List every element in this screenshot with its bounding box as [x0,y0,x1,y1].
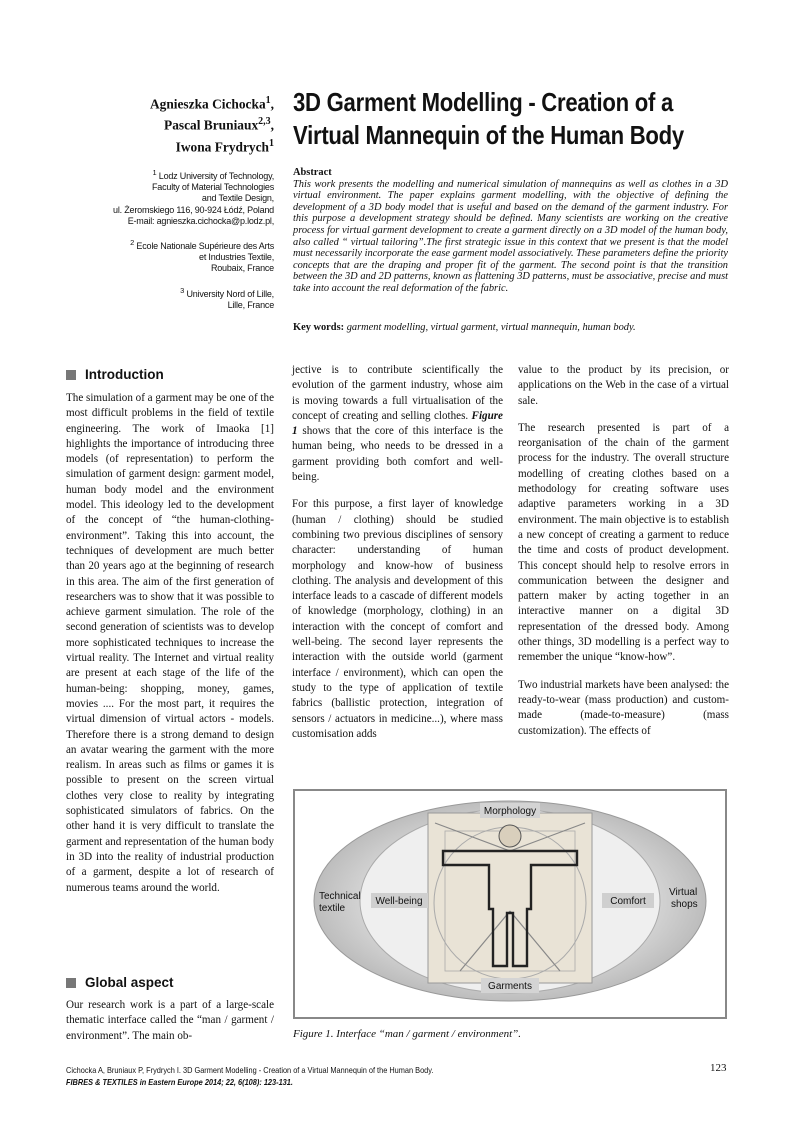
figure-1-reference[interactable]: Figure 1 [292,409,503,438]
author-3: Iwona Frydrych$^1$ [175,137,274,155]
col3-paragraph-3: Two industrial markets have been analysed: the ready-to-wear (mass production) and custom-made (made-to-measure) (mass customization). The effects of [518,678,729,737]
wellbeing-label: Well-being [375,896,423,907]
morphology-label: Morphology [483,806,537,817]
virtual-shops-label-2: shops [671,899,698,910]
column-2 [292,363,503,754]
footer-citation: Cichocka A, Bruniaux P, Frydrych I. 3D Garment Modelling - Creation of a Virtual Mannequin of the Human Body. FIBRES & TEXTILES in Eastern Europe 2014; 22, 6(108): 123-131. [66,1065,434,1087]
keywords-label: Key words: [293,322,345,333]
global-aspect-paragraph: Our research work is a part of a large-scale thematic interface called the “man / garment / environment”. The main ob- [66,999,274,1042]
col3-paragraph-2: The research presented is part of a reorganisation of the chain of the garment process for the industry. The overall structure modelling of creating clothes based on a methodology for creating software uses adaptive parameters working in a 3D environment. The main objective is to establish a new concept of creating a garment to reduce the time and costs of product development. This concept should help to resolve errors in communication between the designer and pattern maker by acting together in an interactive manner on a digital 3D representation of the dressed body. Among other things, 3D modelling is a perfect way to remember the unique “know-how”. [518,421,729,664]
keywords-text: garment modelling, virtual garment, virtual mannequin, human body. [346,322,636,333]
paper-title: 3D Garment Modelling - Creation of a Virtual Mannequin of the Human Body [293,87,684,150]
abstract-text: This work presents the modelling and numerical simulation of mannequins as well as clothes in a 3D virtual environment. The paper explains garment modelling, with the objective of defining the development of a 3D body model that is useful and based on the demand of the garment industry. For this purpose a development strategy should be defined. Many scientists are working on the creative process for virtual garment development to create a garment directly on a 3D model of the human body, also called “ virtual tailoring”.The first strategic issue in this context that we present is that the model must necessarily incorporate the ease garment model associatively. These parameters define the priority concepts that are the draping and proper fit of the garment. The second point is that the transition between the 3D and 2D patterns, known as flattening 3D patterns, must be associative, precise and must take into account the real deformation of the fabric. [293,178,728,294]
affiliation-3: $^3$ University Nord of Lille, Lille, France [180,285,274,310]
abstract-heading: Abstract [293,167,332,178]
affiliation-2: $^2$ Ecole Nationale Supérieure des Arts et Industries Textile, Roubaix, France [130,238,274,274]
col2-paragraph-1: jective is to contribute scientifically the evolution of the garment industry, whose aim is moving towards a full virtualisation of the concept of creating and selling clothes. Figure 1 shows that the core of this interface is the human being, who needs to be dressed in a garment providing both comfort and well-being. [292,364,503,484]
section-heading-global-aspect: Global aspect [66,975,174,990]
col2-paragraph-2: For this purpose, a first layer of knowledge (human / clothing) should be studied combining two previous disciplines of sensory character: understanding of human morphology and know-how of business clothing. The analysis and development of this interface leads to a cascade of different models of knowledge (morphology, clothing) in an interaction with the concept of comfort and well-being. The second layer represents the interaction with the outside world (garment interface / environment), which can open the study to the type of application of textile fabrics (ballistic protection, integration of sensors / actuators in medicine...), where mass customisation adds [292,498,503,740]
affiliations [100,167,274,321]
abstract [293,167,728,295]
garments-label: Garments [488,981,532,992]
technical-textile-label-2: textile [319,903,346,914]
page-number: 123 [710,1062,727,1074]
col3-paragraph-1: value to the product by its precision, or applications on the Web in the case of a virtual sale. [518,364,729,407]
technical-textile-label-1: Technical [319,891,361,902]
figure-caption: Figure 1. Interface “man / garment / environment”. [293,1028,522,1040]
comfort-label: Comfort [610,896,646,907]
section-bullet-icon [66,978,76,988]
column-3 [518,363,729,751]
figure-1-diagram [295,791,725,1017]
figure-1 [293,789,727,1019]
virtual-shops-label-1: Virtual [669,887,698,898]
intro-paragraph: The simulation of a garment may be one of the most difficult problems in the field of textile engineering. The work of Imaoka [1] highlights the importance of introducing three models (of representation) to perform the simulation of garment design: garment model, human body model and the environment model. This ideology led to the development of the concept of “the human-clothing-environment”. Taking this into account, the techniques of development are much better than 20 years ago at the beginning of research in this area. The aim of the first generation of researchers was to show that it was possible to achieve garment simulation. The role of the second generation of scientists was to develop more sophisticated techniques to increase the virtual reality. The Internet and virtual reality are present at each stage of the life of the human-being: shopping, money, games, movies .... For the most part, it requires the virtual dimension of virtual actors - models. Therefore there is a strong demand to design an avatar wearing the garment with the more realism. In areas such as films or games it is possible to present on the screen virtual clothes very close to reality by integrating sophisticated simulators of fabrics. On the other hand it is very difficult to translate the garment and representation of the human body in 3D into the reality of industrial production of a garment, despite a lot of research of numerous teams around the world. [66,392,274,894]
affiliation-1: $^1$ Lodz University of Technology, Faculty of Material Technologies and Textile Design, ul. Żeromskiego 116, 90-924 Łódź, Poland E-mail: agnieszka.cichocka@p.lodz.pl, [113,168,274,226]
author-2: Pascal Bruniaux$^{2,3}$, [164,116,274,133]
section-bullet-icon [66,370,76,380]
head-icon [499,825,521,847]
keywords [293,322,728,334]
author-1: Agnieszka Cichocka$^1$, [149,95,274,112]
section-heading-introduction: Introduction [66,367,164,382]
author-list [60,92,274,156]
